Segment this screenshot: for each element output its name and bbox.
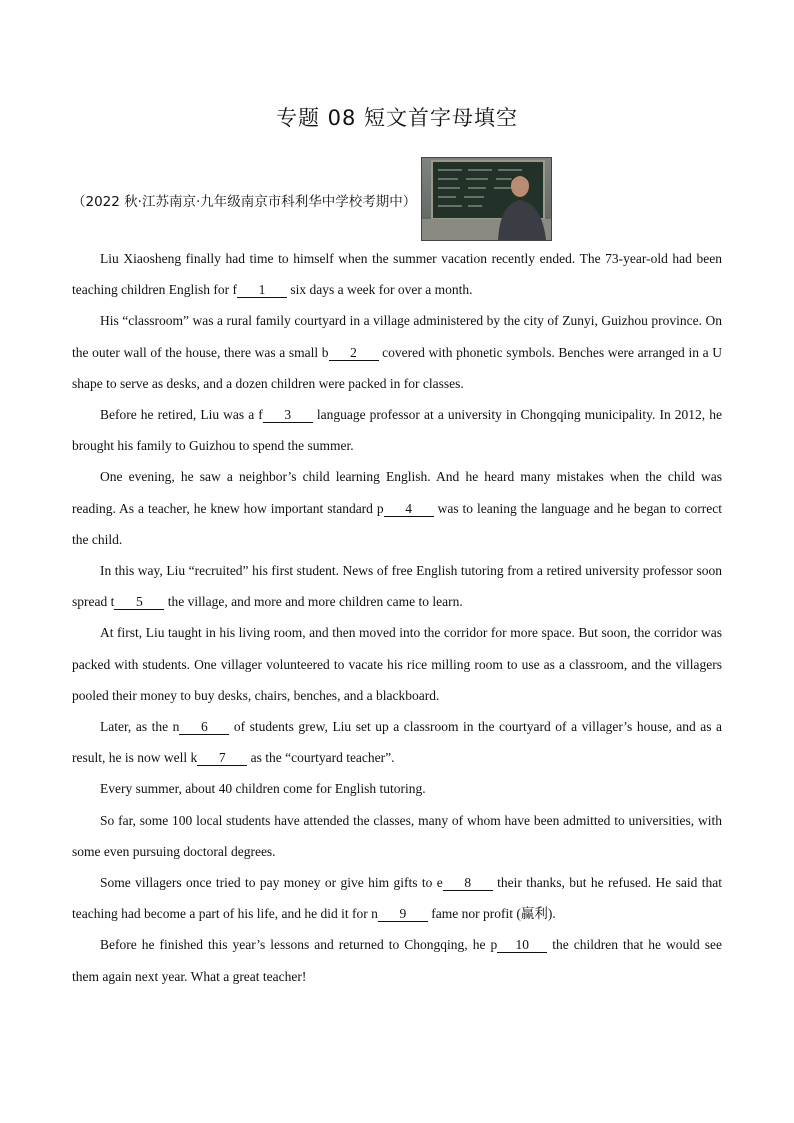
passage-text: Liu Xiaosheng finally had time to himself when the summer vacation recently ended. The 73-year-old had been teaching children English for f [72, 251, 722, 298]
paragraph-2 [72, 305, 722, 399]
passage-text: Every summer, about 40 children come for English tutoring. [100, 781, 426, 797]
passage-text: Some villagers once tried to pay money or give him gifts to e [100, 875, 443, 891]
passage-text: of students grew, Liu set up a classroom in the courtyard of a villager’s house, and as a result, he is now well k [72, 719, 722, 766]
passage-text: At first, Liu taught in his living room, and then moved into the corridor for more space. But soon, the corridor was packed with students. One villager volunteered to vacate his rice milling room to use as a classroom, and the villagers pooled their money to buy desks, chairs, benches, and a blackboard. [72, 625, 722, 703]
source-note: （2022 秋·江苏南京·九年级南京市科利华中学校考期中） [72, 194, 417, 210]
passage-text: One evening, he saw a neighbor’s child learning English. And he heard many mistakes when the child was reading. As a teacher, he knew how important standard p [72, 469, 722, 516]
passage-text: covered with phonetic symbols. Benches were arranged in a U shape to serve as desks, and a dozen children were packed in for classes. [72, 344, 722, 391]
passage-text: as the “courtyard teacher”. [247, 750, 395, 766]
paragraph-9 [72, 805, 722, 867]
page-title: 专题 08 短文首字母填空 [275, 106, 519, 130]
passage-text: In this way, Liu “recruited” his first student. News of free English tutoring from a retired university professor soon spread t [72, 563, 722, 610]
paragraph-7 [72, 711, 722, 773]
passage-text: language professor at a university in Chongqing municipality. In 2012, he brought his family to Guizhou to spend the summer. [72, 407, 722, 454]
answer-blank-5[interactable]: 5 [114, 594, 164, 610]
paragraph-1 [72, 243, 722, 305]
passage-text: their thanks, but he refused. He said that teaching had become a part of his life, and he did it for n [72, 875, 722, 922]
paragraph-8 [72, 773, 722, 804]
teacher-at-blackboard-image [422, 158, 551, 240]
passage-text: Before he retired, Liu was a f [100, 407, 263, 423]
answer-blank-7[interactable]: 7 [197, 750, 247, 766]
paragraph-6 [72, 617, 722, 711]
passage-text: His “classroom” was a rural family courtyard in a village administered by the city of Zunyi, Guizhou province. On the outer wall of the house, there was a small b [72, 313, 722, 360]
passage [72, 243, 722, 992]
passage-text: was to leaning the language and he began to correct the child. [72, 500, 722, 547]
paragraph-5 [72, 555, 722, 617]
answer-blank-1[interactable]: 1 [237, 282, 287, 298]
paragraph-11 [72, 929, 722, 991]
answer-blank-8[interactable]: 8 [443, 875, 493, 891]
passage-text: Before he finished this year’s lessons and returned to Chongqing, he p [100, 937, 498, 953]
passage-text: fame nor profit (赢利). [427, 906, 556, 922]
answer-blank-9[interactable]: 9 [378, 906, 428, 922]
answer-blank-3[interactable]: 3 [263, 407, 313, 423]
answer-blank-4[interactable]: 4 [384, 501, 434, 517]
passage-text: So far, some 100 local students have attended the classes, many of whom have been admitted to universities, with some even pursuing doctoral degrees. [72, 812, 722, 859]
teacher-photo [421, 157, 552, 241]
paragraph-4 [72, 461, 722, 555]
passage-text: six days a week for over a month. [286, 282, 473, 298]
passage-text: the children that he would see them again next year. What a great teacher! [72, 937, 722, 984]
passage-text: the village, and more and more children came to learn. [164, 594, 463, 610]
answer-blank-6[interactable]: 6 [179, 719, 229, 735]
answer-blank-10[interactable]: 10 [497, 937, 547, 953]
passage-text: Later, as the n [100, 719, 180, 735]
paragraph-3 [72, 399, 722, 461]
paragraph-10 [72, 867, 722, 929]
answer-blank-2[interactable]: 2 [329, 345, 379, 361]
